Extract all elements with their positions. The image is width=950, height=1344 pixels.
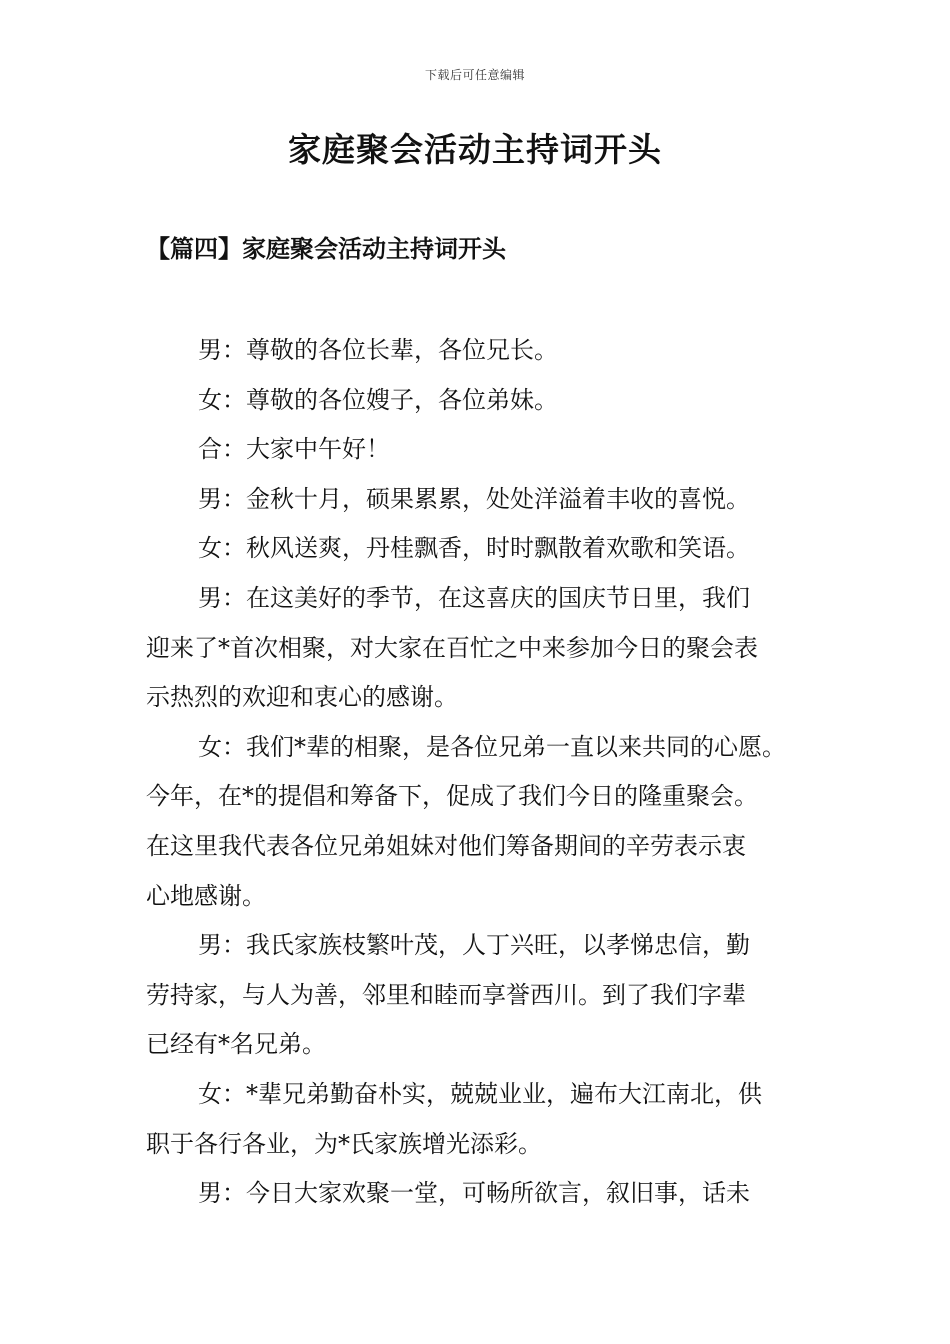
paragraph xyxy=(146,1070,814,1169)
paragraph xyxy=(146,574,814,723)
text-line: 示热烈的欢迎和衷心的感谢。 xyxy=(146,683,458,712)
text-line: 职于各行各业，为*氏家族增光添彩。 xyxy=(146,1129,542,1158)
paragraph xyxy=(146,1169,814,1219)
body-text xyxy=(146,326,814,1219)
text-line: 男：我氏家族枝繁叶茂，人丁兴旺，以孝悌忠信，勤 xyxy=(198,931,750,960)
paragraph xyxy=(146,475,814,525)
text-line: 合：大家中午好！ xyxy=(198,435,390,464)
text-line: 心地感谢。 xyxy=(146,881,266,910)
text-line: 在这里我代表各位兄弟姐妹对他们筹备期间的辛劳表示衷 xyxy=(146,831,746,860)
paragraph xyxy=(146,524,814,574)
text-line: 女：*辈兄弟勤奋朴实，兢兢业业，遍布大江南北，供 xyxy=(198,1079,762,1108)
text-line: 已经有*名兄弟。 xyxy=(146,1030,326,1059)
text-line: 女：尊敬的各位嫂子，各位弟妹。 xyxy=(198,385,558,414)
text-line: 男：今日大家欢聚一堂，可畅所欲言，叙旧事，话未 xyxy=(198,1179,750,1208)
paragraph xyxy=(146,723,814,921)
text-line: 男：金秋十月，硕果累累，处处洋溢着丰收的喜悦。 xyxy=(198,484,750,513)
paragraph xyxy=(146,921,814,1070)
section-title: 【篇四】家庭聚会活动主持词开头 xyxy=(146,234,506,263)
text-line: 劳持家，与人为善，邻里和睦而享誉西川。到了我们字辈 xyxy=(146,980,746,1009)
text-line: 男：尊敬的各位长辈，各位兄长。 xyxy=(198,336,558,364)
text-line: 女：我们*辈的相聚，是各位兄弟一直以来共同的心愿。 xyxy=(198,732,786,761)
text-line: 男：在这美好的季节，在这喜庆的国庆节日里，我们 xyxy=(198,583,750,612)
header-note: 下载后可任意编辑 xyxy=(424,68,525,82)
text-line: 女：秋风送爽，丹桂飘香，时时飘散着欢歌和笑语。 xyxy=(198,534,750,563)
text-line: 迎来了*首次相聚，对大家在百忙之中来参加今日的聚会表 xyxy=(146,633,758,662)
paragraph xyxy=(146,425,814,475)
paragraph xyxy=(146,326,814,376)
text-line: 今年，在*的提倡和筹备下，促成了我们今日的隆重聚会。 xyxy=(146,782,758,811)
document-title: 家庭聚会活动主持词开头 xyxy=(288,130,662,169)
paragraph xyxy=(146,376,814,426)
